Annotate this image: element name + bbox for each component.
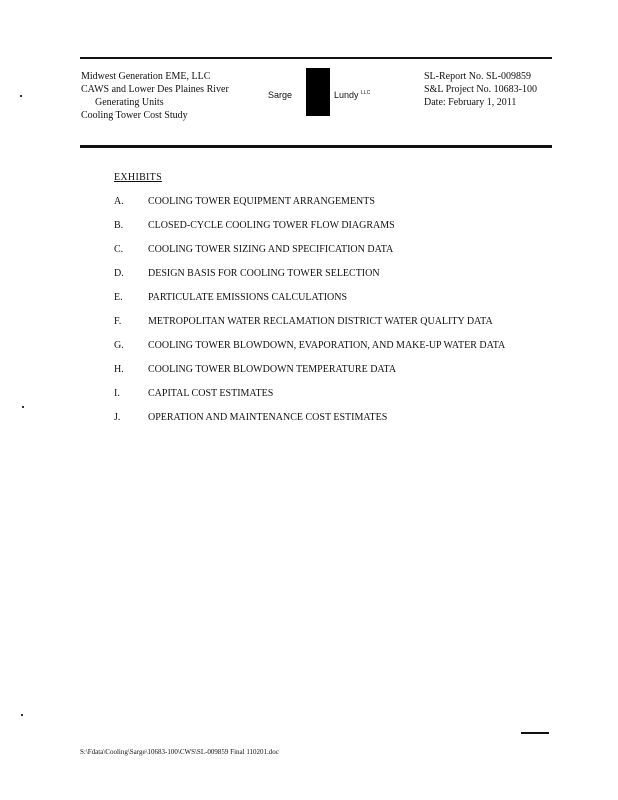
exhibit-item [114, 340, 505, 364]
exhibit-item [114, 196, 505, 220]
exhibit-letter: G. [114, 340, 124, 351]
header-right-block [424, 70, 537, 109]
project-line-1: CAWS and Lower Des Plaines River [81, 84, 229, 95]
report-number: SL-Report No. SL-009859 [424, 71, 531, 82]
exhibit-text: DESIGN BASIS FOR COOLING TOWER SELECTION [148, 268, 380, 279]
exhibit-text: OPERATION AND MAINTENANCE COST ESTIMATES [148, 412, 388, 423]
exhibit-text: PARTICULATE EMISSIONS CALCULATIONS [148, 292, 348, 303]
header-bottom-rule [80, 145, 552, 148]
study-name: Cooling Tower Cost Study [81, 110, 188, 121]
exhibit-letter: J. [114, 412, 121, 423]
exhibit-item [114, 220, 505, 244]
exhibits-title: EXHIBITS [114, 172, 162, 183]
header-top-rule [80, 57, 552, 59]
exhibit-text: CAPITAL COST ESTIMATES [148, 388, 274, 399]
exhibits-list [114, 196, 505, 436]
scan-speck [22, 406, 24, 408]
exhibit-item [114, 292, 505, 316]
exhibit-text: CLOSED-CYCLE COOLING TOWER FLOW DIAGRAMS [148, 220, 395, 231]
client-name: Midwest Generation EME, LLC [81, 71, 211, 82]
logo-llc: LLC [361, 90, 371, 96]
exhibit-text: METROPOLITAN WATER RECLAMATION DISTRICT WATER QUALITY DATA [148, 316, 493, 327]
exhibit-item [114, 388, 505, 412]
exhibit-text: COOLING TOWER BLOWDOWN TEMPERATURE DATA [148, 364, 397, 375]
exhibit-item [114, 268, 505, 292]
exhibit-item [114, 316, 505, 340]
exhibit-text: COOLING TOWER EQUIPMENT ARRANGEMENTS [148, 196, 375, 207]
exhibit-letter: B. [114, 220, 124, 231]
scan-speck [21, 714, 23, 716]
project-line-2: Generating Units [95, 97, 164, 108]
header-left-block [81, 70, 229, 122]
project-number: S&L Project No. 10683-100 [424, 84, 537, 95]
scan-speck [20, 95, 22, 97]
exhibit-letter: F. [114, 316, 122, 327]
report-date: Date: February 1, 2011 [424, 97, 517, 108]
footer-file-path: S:\Fdata\Cooling\Sarge\10683-100\CWS\SL-009859 Final 110201.doc [80, 748, 279, 756]
exhibit-letter: H. [114, 364, 124, 375]
exhibit-item [114, 412, 505, 436]
exhibit-letter: C. [114, 244, 124, 255]
sargent-lundy-logo [268, 68, 378, 116]
logo-left-text: Sarge [268, 90, 293, 100]
exhibit-letter: A. [114, 196, 124, 207]
exhibit-text: COOLING TOWER SIZING AND SPECIFICATION DATA [148, 244, 394, 255]
logo-mark [306, 68, 330, 116]
logo-right-text [334, 90, 370, 100]
exhibit-item [114, 244, 505, 268]
exhibit-letter: I. [114, 388, 120, 399]
exhibit-item [114, 364, 505, 388]
exhibit-letter: D. [114, 268, 124, 279]
exhibit-text: COOLING TOWER BLOWDOWN, EVAPORATION, AND MAKE-UP WATER DATA [148, 340, 506, 351]
exhibit-letter: E. [114, 292, 123, 303]
footer-rule [521, 732, 549, 734]
logo-right-word: Lundy [334, 90, 359, 100]
